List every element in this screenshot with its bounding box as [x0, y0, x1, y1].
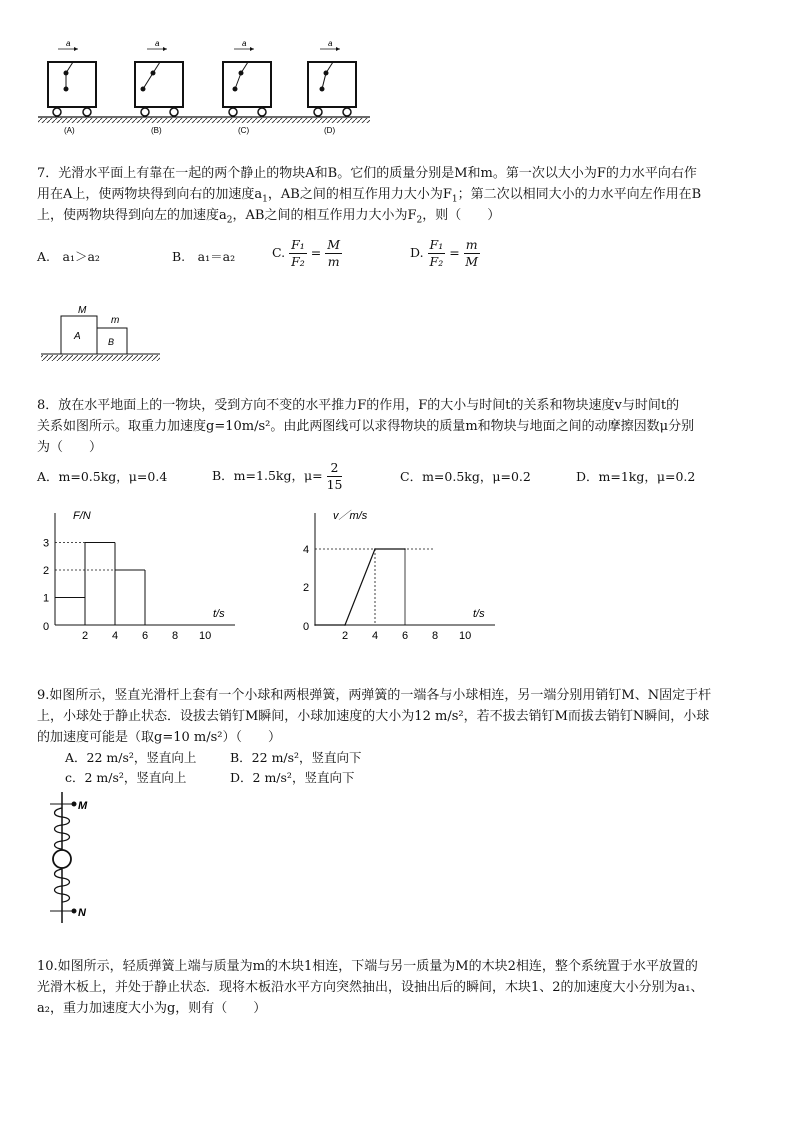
accel-label-c: a	[242, 39, 247, 48]
f-chart-x-tick-10: 10	[199, 630, 212, 642]
q7-line-2b: ，AB之间的相互作用力大小为F	[267, 187, 452, 202]
q7-option-c[interactable]	[272, 237, 342, 270]
q9-option-b[interactable]: B．22 m/s²，竖直向下	[230, 750, 362, 765]
q7-line-2a: 用在A上，使两物块得到向右的加速度a	[37, 187, 263, 202]
q9-line-2: 上，小球处于静止状态．设拔去销钉M瞬间，小球加速度的大小为12 m/s²，若不拔去销钉M而拔去销钉N瞬间，小球	[37, 709, 710, 724]
q7-line-3-sub1: 2	[226, 215, 233, 226]
q10-line-3: a₂，重力加速度大小为g，则有（ ）	[37, 1001, 267, 1016]
label-M: M	[78, 305, 87, 316]
v-chart-point-1	[344, 624, 346, 626]
q8-line-3: 为（ ）	[37, 440, 103, 455]
f-chart-y-label: F/N	[73, 510, 91, 522]
q7-line-3	[37, 205, 757, 232]
cart-label-a: (A)	[64, 126, 75, 135]
pin-m-label: M	[78, 800, 88, 812]
f-chart-x-label: t/s	[213, 608, 225, 620]
v-chart-x-tick-10: 10	[459, 630, 472, 642]
q9-option-d[interactable]: D．2 m/s²，竖直向下	[230, 770, 355, 785]
accel-label-d: a	[328, 39, 333, 48]
v-chart-x-tick-6: 6	[402, 630, 409, 642]
q7-option-d-label: D.	[410, 245, 424, 260]
v-chart-y-tick-4: 4	[303, 544, 310, 556]
q7-blocks-figure	[38, 300, 163, 366]
q8-line-2: 关系如图所示。取重力加速度g=10m/s²。由此两图线可以求得物块的质量m和物块与地面之间的动摩擦因数μ分别	[37, 419, 695, 434]
q7-option-d-eq: =	[449, 245, 460, 260]
f-chart-x-tick-4: 4	[112, 630, 119, 642]
pin-n	[72, 909, 77, 914]
accel-label-b: a	[155, 39, 160, 48]
f-chart-x-tick-8: 8	[172, 630, 179, 642]
q8-option-b-frac: $\frac{2}{15}$	[326, 460, 343, 492]
block-b-label: B	[108, 337, 115, 347]
v-chart-x-label: t/s	[473, 608, 485, 620]
pin-m	[72, 802, 77, 807]
cart-label-b: (B)	[151, 126, 162, 135]
v-chart-x-tick-4: 4	[372, 630, 379, 642]
q7-line-3c: ，则（ ）	[422, 208, 501, 223]
v-chart-x-tick-2: 2	[342, 630, 349, 642]
label-m: m	[111, 315, 120, 326]
f-chart-y-tick-3: 3	[43, 537, 50, 550]
q7-option-d-frac-right: $\frac{m}{M}$	[465, 237, 479, 269]
q7-line-3a: 上，使两物块得到向左的加速度a	[37, 208, 227, 223]
q10-line-1: 10.如图所示，轻质弹簧上端与质量为m的木块1相连，下端与另一质量为M的木块2相连，整个系统置于水平放置的	[37, 959, 698, 974]
q7-line-2c: ；第二次以相同大小的力水平向左作用在B	[457, 187, 702, 202]
v-chart-point-0	[314, 624, 316, 626]
q9-option-a[interactable]: A．22 m/s²，竖直向上	[65, 750, 197, 765]
cart-label-d: (D)	[324, 126, 336, 135]
q9-spring-figure	[40, 790, 110, 925]
q7-option-d[interactable]	[410, 237, 480, 270]
f-chart-x-tick-6: 6	[142, 630, 149, 642]
v-chart-x-tick-8: 8	[432, 630, 439, 642]
q7-option-b[interactable]: B. a₁＝a₂	[172, 249, 236, 264]
q8-option-b-pre: B．m=1.5kg，μ=	[212, 468, 323, 483]
q7-line-3-sub2: 2	[416, 215, 423, 226]
q10-line-2: 光滑木板上，并处于静止状态．现将木板沿水平方向突然抽出，设抽出后的瞬间，木块1、2的加速度大小分别为a₁、	[37, 980, 704, 995]
f-chart-y-tick-2: 2	[43, 565, 50, 577]
q7-option-c-eq: =	[310, 245, 322, 260]
q7-option-c-label: C.	[272, 245, 286, 260]
q7-option-d-frac-left: $\frac{\text{F₁}}{\text{F₂}}$	[429, 237, 444, 269]
pin-n-label: N	[78, 907, 86, 919]
v-chart-y-label: v／m/s	[333, 510, 368, 522]
q7-line-2-sub2: 1	[451, 194, 458, 205]
q9-option-c[interactable]: c．2 m/s²，竖直向上	[65, 770, 187, 785]
v-chart-origin-label: 0	[303, 621, 310, 633]
accel-label-a: a	[66, 39, 71, 48]
q8-option-b[interactable]	[212, 460, 342, 493]
q9-line-1: 9.如图所示，竖直光滑杆上套有一个小球和两根弹簧，两弹簧的一端各与小球相连，另一端分别用销钉M、N固定于杆	[37, 688, 712, 703]
q8-line-1: 8．放在水平地面上的一物块，受到方向不变的水平推力F的作用，F的大小与时间t的关系和物块速度v与时间t的	[37, 398, 680, 413]
q7-line-1: 7．光滑水平面上有靠在一起的两个静止的物块A和B。它们的质量分别是M和m。第一次以大小为F的力水平向右作	[37, 166, 697, 181]
q9-line-3: 的加速度可能是（取g=10 m/s²）（ ）	[37, 730, 281, 745]
ball	[53, 850, 71, 868]
f-chart-y-tick-1: 1	[43, 592, 50, 605]
q8-option-a[interactable]: A．m=0.5kg，μ=0.4	[37, 469, 168, 484]
f-chart-origin-label: 0	[43, 621, 50, 633]
force-time-chart	[35, 505, 285, 650]
q7-line-3b: ，AB之间的相互作用力大小为F	[232, 208, 417, 223]
block-a-label: A	[74, 331, 81, 342]
q7-line-2-sub1: 1	[262, 194, 268, 205]
v-chart-series-line	[315, 549, 405, 625]
q8-option-c[interactable]: C．m=0.5kg，μ=0.2	[400, 469, 531, 484]
q7-option-c-frac-left: $\frac{\text{F₁}}{\text{F₂}}$	[291, 237, 305, 269]
v-chart-y-tick-2: 2	[303, 582, 310, 594]
velocity-time-chart	[295, 505, 495, 650]
f-chart-x-tick-2: 2	[82, 630, 89, 642]
q7-option-c-frac-right: $\frac{M}{m}$	[327, 237, 341, 269]
q7-option-a[interactable]: A. a₁＞a₂	[37, 249, 100, 264]
carts-figure	[30, 35, 380, 140]
cart-label-c: (C)	[238, 126, 250, 135]
q8-option-d[interactable]: D．m=1kg，μ=0.2	[576, 469, 696, 484]
